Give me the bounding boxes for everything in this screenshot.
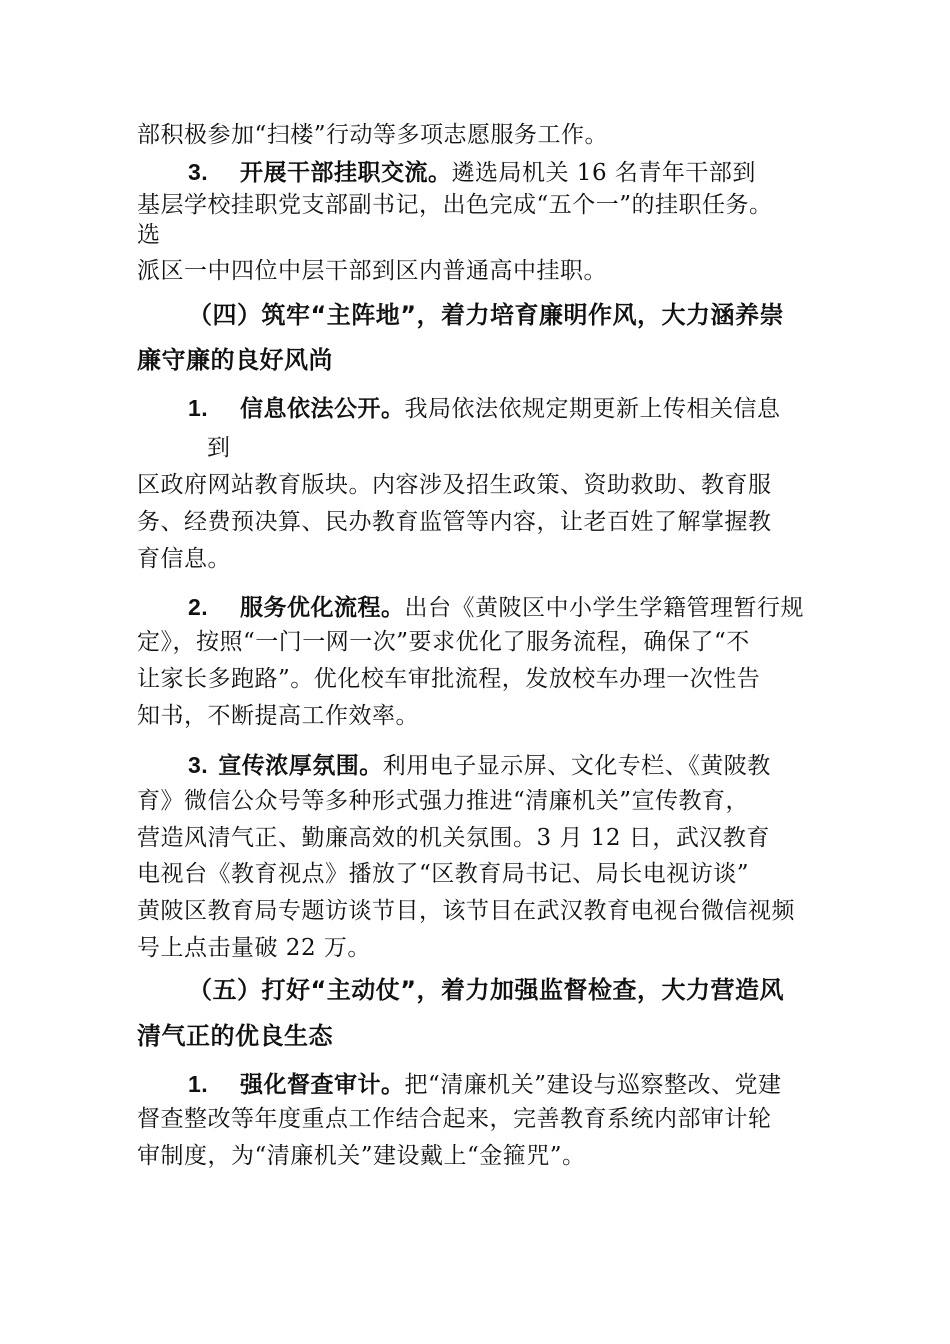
heading-text: 廉守廉的良好风尚	[137, 346, 333, 374]
paragraph-line	[137, 544, 231, 574]
item-title: 强化督查审计。	[240, 1072, 405, 1098]
list-item-heading-line	[188, 393, 781, 424]
list-number: 1.	[188, 395, 209, 421]
body-text: 派区一中四位中层干部到区内普通高中挂职。	[137, 258, 607, 284]
paragraph-line	[137, 627, 750, 657]
body-text: 让家长多跑路”。优化校车审批流程，发放校车办理一次性告	[137, 666, 761, 692]
list-item-heading-line	[188, 1069, 782, 1100]
body-text: 审制度，为“清廉机关”建设戴上“金箍咒”。	[137, 1143, 586, 1169]
list-item-heading-line	[188, 750, 771, 781]
paragraph-line	[137, 664, 760, 694]
paragraph-line	[137, 896, 795, 926]
body-text: 遴选局机关 16 名青年干部到	[451, 160, 756, 186]
paragraph-line	[207, 433, 231, 463]
body-text: 务、经费预决算、民办教育监管等内容，让老百姓了解掌握教	[137, 509, 772, 535]
heading-text: 清气正的优良生态	[137, 1022, 333, 1050]
paragraph-line	[137, 470, 772, 500]
paragraph-line	[137, 256, 607, 286]
body-text: 区政府网站教育版块。内容涉及招生政策、资助救助、教育服	[137, 472, 772, 498]
section-heading	[188, 300, 784, 330]
body-text: 电视台《教育视点》播放了“区教育局书记、局长电视访谈”	[137, 861, 750, 887]
body-text: 督查整改等年度重点工作结合起来，完善教育系统内部审计轮	[137, 1106, 772, 1132]
body-text: 育》微信公众号等多种形式强力推进“清廉机关”宣传教育，	[137, 788, 750, 814]
body-text: 黄陂区教育局专题访谈节目，该节目在武汉教育电视台微信视频	[137, 898, 795, 924]
section-heading	[188, 975, 784, 1005]
item-title: 开展干部挂职交流。	[240, 160, 452, 186]
body-text: 出台《黄陂区中小学生学籍管理暂行规	[404, 595, 804, 621]
paragraph-line	[137, 120, 608, 150]
section-heading	[137, 345, 333, 375]
paragraph-line	[137, 933, 371, 963]
body-text: 到	[207, 435, 231, 461]
section-heading	[137, 1021, 333, 1051]
body-text: 我局依法依规定期更新上传相关信息	[404, 396, 781, 422]
item-title: 宣传浓厚氛围。	[218, 753, 383, 779]
paragraph-line	[137, 220, 161, 250]
body-text: 把“清廉机关”建设与巡察整改、党建	[404, 1072, 782, 1098]
body-text: 育信息。	[137, 546, 231, 572]
list-number: 3.	[188, 159, 209, 185]
body-text: 基层学校挂职党支部副书记，出色完成“五个一”的挂职任务。	[137, 192, 773, 218]
paragraph-line	[137, 190, 773, 220]
paragraph-line	[137, 1141, 586, 1171]
item-title: 服务优化流程。	[240, 595, 405, 621]
body-text: 营造风清气正、勤廉高效的机关氛围。3 月 12 日，武汉教育	[137, 825, 770, 851]
paragraph-line	[137, 859, 749, 889]
body-text: 部积极参加“扫楼”行动等多项志愿服务工作。	[137, 122, 609, 148]
paragraph-line	[137, 1104, 772, 1134]
list-number: 3.	[188, 752, 209, 778]
list-item-heading-line	[188, 592, 804, 623]
body-text: 知书，不断提高工作效率。	[137, 703, 419, 729]
heading-text: （五）打好“主动仗”，着力加强监督检查，大力营造风	[188, 976, 785, 1004]
list-number: 2.	[188, 594, 209, 620]
body-text: 选	[137, 222, 161, 248]
paragraph-line	[137, 701, 419, 731]
heading-text: （四）筑牢“主阵地”，着力培育廉明作风，大力涵养崇	[188, 301, 785, 329]
item-title: 信息依法公开。	[240, 396, 405, 422]
list-number: 1.	[188, 1071, 209, 1097]
body-text: 定》，按照“一门一网一次”要求优化了服务流程，确保了“不	[137, 629, 750, 655]
body-text: 利用电子显示屏、文化专栏、《黄陂教	[382, 753, 771, 779]
paragraph-line	[137, 823, 770, 853]
paragraph-line	[137, 786, 749, 816]
body-text: 号上点击量破 22 万。	[137, 935, 371, 961]
list-item-heading-line	[188, 157, 756, 188]
paragraph-line	[137, 507, 772, 537]
